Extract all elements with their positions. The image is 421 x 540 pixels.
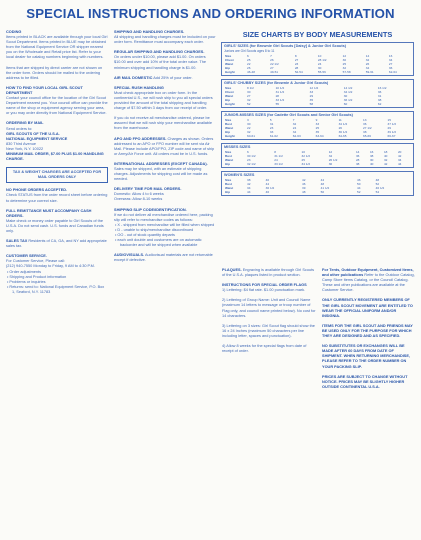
customer-service-heading: CUSTOMER SERVICE.: [6, 254, 47, 259]
delivery-section: [114, 187, 216, 202]
table-cell: 7: [292, 117, 295, 122]
table-cell: 10: [301, 149, 305, 154]
table-cell: 41 1/2: [320, 185, 330, 190]
plaques-body: Engraving is available through Girl Scouts of the U.S.A. plaques listed in product section.: [222, 268, 315, 278]
size-chart-section: [221, 111, 414, 140]
table-cell: Bust: [225, 154, 232, 158]
delivery-heading: DELIVERY TIME FOR MAIL ORDERS.: [114, 187, 182, 192]
table-row: [224, 162, 411, 166]
remittance-section: [6, 209, 108, 234]
table-cell: 42: [383, 162, 388, 167]
no-phone-section: [6, 188, 108, 203]
table-cell: 26: [365, 62, 370, 67]
table-cell: 3: [247, 117, 249, 122]
no-phone-heading: NO PHONE ORDERS ACCEPTED.: [6, 188, 68, 193]
table-cell: Hip: [225, 66, 230, 71]
size-table: [224, 178, 411, 194]
audiovisual-body: Audiovisual materials are not returnable except if defective.: [114, 253, 213, 263]
apo-body: Charges as shown. Orders addressed to an APO or FPO number will be sent via Air Mail. Please include APO/FPO, ZIP code and name of ship or Army/Air Force unit. All orders must be in U.S. funds.: [114, 136, 215, 156]
table-cell: 30: [343, 94, 348, 99]
size-chart-subheading: Juniors are Girl Scouts ages 8 to 11: [224, 48, 275, 53]
international-body: Sales may be shipped, with an estimate of shipping charges. Adjustments for shipping cost will be made as needed.: [114, 166, 208, 182]
table-cell: 44: [356, 185, 361, 190]
table-cell: 12: [328, 149, 333, 154]
table-cell: 16: [369, 149, 374, 154]
customer-service-section: [6, 254, 108, 295]
table-cell: Waist: [225, 185, 234, 190]
table-cell: 30: [317, 66, 322, 71]
table-cell: Height: [225, 70, 235, 75]
table-cell: 42: [397, 154, 402, 158]
table-cell: 50: [320, 190, 325, 195]
table-cell: 42: [247, 181, 251, 186]
column-policies: [322, 268, 415, 395]
table-cell: Chest: [225, 58, 234, 63]
table-cell: 62-64: [388, 70, 397, 75]
table-cell: 27: [294, 58, 299, 63]
table-cell: 64-65: [338, 134, 347, 139]
shipping-charges-section: [114, 30, 216, 45]
flags-heading: INSTRUCTIONS FOR SPECIAL ORDER FLAGS: [222, 283, 307, 288]
international-heading: INTERNATIONAL ADDRESSES (EXCEPT CANADA).: [114, 161, 208, 166]
table-cell: Waist: [225, 126, 234, 131]
size-chart-section: [221, 143, 414, 168]
tax-weight-box: TAX & WEIGHT CHARGES ARE ACCEPTED FOR MAIL ORDERS ONLY: [6, 167, 108, 183]
table-cell: 39: [301, 185, 306, 190]
table-cell: Height: [225, 102, 235, 107]
custom-items-heading: For Tents, Outdoor Equipment, Customized Items, and other publications: [322, 268, 414, 278]
table-cell: 60-61: [247, 134, 255, 139]
international-section: [114, 162, 216, 182]
table-cell: Size: [225, 117, 232, 122]
table-cell: 36 1/2: [338, 130, 348, 135]
size-chart-sections: [221, 42, 414, 196]
table-cell: 30: [342, 58, 347, 63]
table-cell: 32: [292, 122, 297, 127]
table-cell: 23: [269, 126, 274, 131]
table-cell: 28: [275, 94, 280, 99]
table-row: [224, 102, 411, 106]
table-cell: 26: [338, 126, 343, 131]
table-cell: Bust: [225, 181, 232, 186]
table-cell: 33: [309, 90, 314, 95]
address-line: NATIONAL EQUIPMENT SERVICE: [6, 136, 68, 141]
table-cell: 27: [270, 66, 274, 71]
table-cell: 16: [388, 54, 393, 58]
table-cell: Size: [225, 149, 232, 154]
plaques-section: [222, 268, 317, 278]
table-cell: 12: [342, 54, 347, 58]
table-cell: 33 1/2: [275, 98, 285, 103]
table-cell: 34: [328, 154, 333, 158]
table-cell: 12 1/2: [309, 85, 319, 90]
table-cell: 60: [343, 102, 348, 107]
table-cell: 33 1/2: [274, 162, 283, 167]
list-item: • OO - out of stock quantity departs: [115, 233, 175, 237]
apo-heading: APO AND FPO ADDRESSES.: [114, 136, 167, 141]
table-cell: 22: [247, 62, 251, 67]
local-department-heading: HOW TO FIND YOUR LOCAL GIRL SCOUT DEPARTMENT: [6, 85, 83, 95]
size-charts-title: SIZE CHARTS BY BODY MEASUREMENTS: [242, 30, 393, 39]
table-cell: 36 1/2: [343, 98, 353, 103]
shipping-charges-heading: SHIPPING AND HANDLING CHARGES.: [114, 30, 185, 34]
size-table: [224, 86, 411, 106]
table-cell: 46: [356, 177, 361, 182]
minimum-order-note: MINIMUM MAIL ORDER, $7.00 PLUS $1.00 HANDLING CHARGE.: [6, 151, 104, 162]
regular-shipping-body: On orders under $10.00, please add $1.00. On orders $10.00 and over add 10% of the total order value. The minimum shipping and handling charge is $1.00.: [114, 55, 207, 70]
table-cell: 5: [269, 117, 272, 122]
table-cell: 32 1/2: [301, 154, 311, 158]
remittance-heading: FULL REMITTANCE MUST ACCOMPANY CASH ORDERS.: [6, 208, 92, 218]
table-cell: 38: [377, 98, 382, 103]
table-cell: 31 1/2: [274, 154, 283, 158]
mail-order-section: [6, 121, 108, 162]
table-cell: 24: [292, 126, 297, 131]
table-cell: 32: [342, 66, 347, 71]
remittance-body: Make check or money order payable to Girl Scouts of the U.S.A. Do not send cash. U.S. funds and Canadian funds only.: [6, 218, 104, 233]
column-shipping-info: [114, 30, 216, 268]
table-cell: 49-51: [270, 70, 279, 75]
table-cell: 52: [375, 181, 380, 186]
column-plaques-flags: [222, 268, 317, 359]
table-cell: Hip: [225, 190, 230, 195]
table-cell: Size: [225, 85, 232, 90]
table-cell: 6: [247, 54, 249, 58]
table-cell: 18: [383, 149, 388, 154]
table-cell: 35: [315, 130, 320, 135]
table-cell: 32: [365, 58, 370, 63]
policy-note: NO SUBSTITUTES OR EXCHANGES WILL BE MADE AFTER 60 DAYS FROM DATE OF SHIPMENT. WHEN RETURNING MERCHANDISE, PLEASE REFER TO THE ORDER NUMBER ON YOUR PACKING SLIP.: [322, 344, 410, 369]
table-cell: 31: [269, 122, 274, 127]
policy-note: PRICES ARE SUBJECT TO CHANGE WITHOUT NOTICE. PRICES MAY BE SLIGHTLY HIGHER OUTSIDE CONTINENTAL U.S.A.: [322, 374, 408, 389]
sales-tax-section: [6, 239, 108, 249]
size-table: [224, 118, 411, 138]
table-cell: 22 1/2: [270, 62, 279, 67]
table-cell: Size: [225, 54, 232, 58]
table-cell: 36: [377, 90, 382, 95]
custom-items-body: Refer to the Outdoor Catalog, Camp Store Items Catalog, or the Council Catalog. These and other publications are available at the Customer Service.: [322, 273, 415, 293]
list-item: 4) Allow 8 weeks for the special flags from date of receipt of order.: [222, 344, 307, 354]
table-cell: 40: [265, 177, 270, 182]
table-cell: Hip: [225, 98, 230, 103]
table-cell: 34: [365, 66, 370, 71]
table-cell: 32: [383, 158, 388, 163]
size-chart-section: [221, 171, 414, 196]
table-cell: 11: [338, 117, 342, 122]
address-line: 830 Third Avenue: [6, 141, 36, 146]
list-item: 3) Lettering on 3 sizes: Girl Scout flag should show the 16 x 24 Inches (maximum 50 characters per line including letter, spaces and punctuation).: [222, 323, 315, 338]
table-cell: 25: [247, 58, 251, 63]
table-cell: 28 1/2: [317, 58, 327, 63]
address-line: New York, N.Y. 10022: [6, 146, 44, 151]
table-cell: 13: [363, 117, 367, 122]
table-cell: Waist: [225, 158, 234, 163]
table-cell: 36 1/2: [265, 185, 275, 190]
customer-service-body: For Customer Service, Please call:: [6, 259, 66, 264]
table-cell: 50: [356, 181, 361, 186]
table-cell: 29: [309, 94, 314, 99]
table-cell: 33: [315, 122, 320, 127]
address-line: GIRL SCOUTS OF THE U.S.A.: [6, 131, 60, 136]
table-cell: Size: [225, 177, 232, 182]
custom-items-section: [322, 268, 415, 293]
table-cell: 59-61: [365, 70, 374, 75]
table-cell: 27 1/2: [363, 126, 372, 131]
audiovisual-heading: AUDIOVISUALS.: [114, 253, 145, 258]
regular-shipping-heading: REGULAR SHIPPING AND HANDLING CHARGES.: [114, 50, 205, 55]
list-item: • Shipping and Product information: [7, 274, 67, 279]
table-cell: 48: [375, 177, 380, 182]
table-cell: 31 1/2: [275, 90, 285, 95]
table-cell: Bust: [225, 122, 232, 127]
rush-handling-body: Must check appropriate box on order form. In the continental U.S., we will rush ship to you all special orders provided the amount of the total shipping and handling charge of $7.50 within 3 days from our receipt of order.: [114, 90, 213, 111]
table-cell: 30: [247, 122, 251, 127]
table-cell: 10 1/2: [275, 85, 285, 90]
rush-note: If you do not receive all merchandise ordered, please be assured that we will rush ship your merchandise available from the warehouse.: [114, 116, 213, 131]
table-cell: 8 1/2: [247, 85, 254, 90]
table-cell: 34 1/2: [301, 162, 311, 167]
table-cell: 44: [320, 177, 325, 182]
table-cell: Waist: [225, 94, 234, 99]
regular-shipping-section: [114, 50, 216, 70]
shipping-code-heading: SHIPPING SLIP CODE/IDENTIFICATION.: [114, 207, 187, 212]
coding-heading: CODING: [6, 30, 22, 34]
table-cell: 62: [377, 102, 382, 107]
table-cell: 38: [355, 162, 360, 167]
table-row: [224, 86, 411, 90]
list-item: • Problems or inquiries: [7, 279, 46, 284]
table-cell: 26: [270, 58, 274, 63]
table-cell: 20: [397, 149, 402, 154]
table-cell: 38: [369, 154, 374, 158]
apo-section: [114, 137, 216, 157]
table-cell: 36: [363, 122, 367, 127]
table-cell: 42: [301, 177, 306, 182]
table-cell: 36: [328, 162, 333, 167]
table-cell: 30: [247, 90, 251, 95]
table-cell: 7: [270, 54, 272, 58]
table-cell: 14: [355, 149, 360, 154]
table-cell: 30: [369, 158, 374, 163]
table-cell: 39 1/2: [387, 130, 397, 135]
table-cell: 32: [247, 98, 251, 103]
table-cell: 57-58: [342, 70, 351, 75]
table-cell: 34: [397, 158, 402, 163]
table-cell: 46 1/2: [375, 185, 385, 190]
table-cell: 25: [342, 62, 347, 67]
table-cell: 55: [275, 102, 280, 107]
table-cell: 40: [369, 162, 374, 167]
table-cell: 44: [265, 181, 270, 186]
table-row: [224, 70, 411, 74]
table-cell: 52-54: [294, 70, 303, 75]
list-item: • D - unable to ship/merchandise discontinued: [115, 227, 194, 232]
table-cell: 46-48: [247, 70, 255, 75]
size-chart-section: [221, 42, 414, 76]
table-cell: 46: [301, 181, 306, 186]
table-cell: 34: [247, 185, 251, 190]
mail-order-heading: ORDERING BY MAIL: [6, 121, 44, 126]
size-table: [224, 54, 411, 74]
table-cell: 48: [301, 190, 306, 195]
table-cell: 24: [317, 62, 322, 67]
table-cell: 27: [388, 62, 393, 67]
table-cell: 38: [247, 177, 251, 182]
table-cell: 58: [309, 102, 314, 107]
table-cell: 16 1/2: [377, 85, 387, 90]
column-ordering-info: [6, 30, 108, 300]
table-cell: 48: [320, 181, 325, 186]
table-cell: 25: [301, 158, 305, 163]
size-chart-section: [221, 79, 414, 108]
list-item: Domestic: Allow 4 to 6 weeks: [114, 192, 164, 197]
size-chart-heading: GIRLS' SIZES (for Brownie Girl Scouts [Daisy] & Junior Girl Scouts): [224, 44, 346, 48]
table-cell: 30 1/2: [247, 154, 256, 158]
table-cell: 55-56: [317, 70, 326, 75]
local-department-body: Contact your council office for the location of the Girl Scout Department nearest you. Your council office can provide the name of the shop or equipment agency serving your area, or you may order directly from National Equipment Service.: [6, 96, 108, 116]
table-cell: 29: [387, 126, 391, 131]
size-chart-heading: JUNIOR-MISSES SIZES (for Cadette Girl Scouts and Senior Girl Scouts): [224, 113, 353, 118]
list-item: Overseas: Allow 8-10 weeks: [114, 197, 163, 202]
table-cell: 32 1/2: [247, 162, 256, 167]
table-cell: 33: [269, 130, 274, 135]
list-item: • X - shipped from merchandise will be filled when shipped: [115, 222, 215, 227]
table-cell: 44: [247, 190, 251, 195]
page-title: SPECIAL INSTRUCTIONS AND ORDERING INFORMATION: [26, 6, 395, 21]
table-cell: 54: [375, 190, 380, 195]
table-cell: 8: [294, 54, 297, 58]
table-cell: 27: [247, 94, 251, 99]
table-cell: 34: [292, 130, 297, 135]
table-cell: Waist: [225, 62, 234, 67]
size-charts: [221, 30, 414, 260]
policy-note: ONLY CURRENTLY REGISTERED MEMBERS OF THE GIRL SCOUT MOVEMENT ARE ENTITLED TO WEAR THE OFFICIAL UNIFORM AND/OR INSIGNIA.: [322, 298, 413, 318]
table-cell: 37 1/2: [387, 122, 397, 127]
table-cell: 28: [294, 66, 299, 71]
table-cell: 65-66: [363, 134, 371, 139]
table-cell: 46: [265, 190, 270, 195]
list-item: • each unit double and customers are on automatic backorder and will be shipped when available: [115, 238, 202, 248]
table-cell: 25: [315, 126, 320, 131]
shipping-code-section: [114, 208, 216, 249]
table-cell: 36: [388, 66, 393, 71]
table-cell: 31: [377, 94, 382, 99]
table-cell: Hip: [225, 162, 230, 167]
air-mail-body: Add 25% of your order.: [153, 75, 193, 80]
local-department-section: [6, 86, 108, 117]
size-chart-heading: MISSES SIZES: [224, 145, 251, 150]
size-table: [224, 150, 411, 166]
table-cell: 10: [317, 54, 322, 58]
table-cell: Height: [225, 134, 235, 139]
table-cell: 26: [247, 66, 251, 71]
shipping-charges-body: All shipping and handling charges must be included on your order form. Remittance must accompany each order.: [114, 35, 216, 45]
table-cell: 26 1/2: [328, 158, 338, 163]
coding-body: Items printed in BLACK are available through your local Girl Scout Department. Items printed in BLUE may be obtained from the National Equipment Service OR shipper nearest you on the Wholesale and Retail price list. Refer to your local dealer for catalog numbers beginning with numbers.: [6, 35, 108, 60]
table-cell: 34: [388, 58, 393, 63]
flags-section: [222, 283, 317, 354]
shipping-code-body: If we do not deliver all merchandise ordered here, packing slip will refer to merchandise codes as follows:: [114, 212, 213, 222]
table-cell: 28: [355, 158, 360, 163]
list-item: • Order adjustments: [7, 269, 42, 274]
customer-service-phone: (212) 940-7550 Monday to Friday, 9 AM to 4:30 P.M.: [6, 264, 95, 269]
table-cell: 63-64: [315, 134, 324, 139]
list-item: • Returns: send to: National Equipment Service, P.O. Box 1, Seaford, N.Y. 11783: [7, 284, 105, 294]
plaques-heading: PLAQUES.: [222, 268, 242, 272]
coding-section: [6, 30, 108, 61]
table-cell: 62-63: [292, 134, 301, 139]
table-cell: 9: [315, 117, 318, 122]
rush-handling-section: [114, 86, 216, 111]
list-item: 1) Lettering: $4 flat rate. $1.00 punctuation mark.: [222, 288, 306, 293]
table-row: [224, 134, 411, 138]
table-cell: 15: [387, 117, 391, 122]
shipping-note: Items that are shipped by direct carrier are not shown on the order form. Orders should be mailed to the ordering address to be filled.: [6, 65, 103, 80]
table-cell: 23: [247, 158, 251, 163]
table-cell: 24: [274, 158, 278, 163]
table-cell: 8: [274, 149, 276, 154]
table-cell: 61-62: [269, 134, 278, 139]
table-cell: Chest: [225, 90, 234, 95]
table-cell: 34 1/2: [338, 122, 348, 127]
table-cell: 44: [397, 162, 402, 167]
table-cell: 52: [356, 190, 361, 195]
sales-tax-heading: SALES TAX: [6, 239, 28, 244]
size-chart-heading: WOMEN'S SIZES: [224, 173, 255, 178]
sales-tax-body: Residents of CA, GA, and NY add appropriate sales tax.: [6, 239, 107, 249]
table-cell: 14 1/2: [343, 85, 353, 90]
table-cell: 34 1/2: [343, 90, 353, 95]
table-cell: 35: [309, 98, 314, 103]
table-cell: 22: [247, 126, 251, 131]
table-cell: 66-67: [387, 134, 396, 139]
table-cell: 23: [294, 62, 299, 67]
no-phone-body: Check STATUS from the order record sheet before ordering to determine your correct size.: [6, 193, 108, 203]
table-cell: 40: [383, 154, 388, 158]
audiovisual-section: [114, 253, 216, 263]
table-cell: 52: [247, 102, 251, 107]
rush-handling-heading: SPECIAL RUSH HANDLING: [114, 85, 164, 90]
air-mail-section: [114, 76, 216, 81]
table-cell: 36: [355, 154, 360, 158]
size-chart-heading: GIRLS' CHUBBY SIZES (for Brownie & Junior Girl Scouts): [224, 81, 329, 86]
table-row: [224, 190, 411, 194]
table-cell: 14: [365, 54, 370, 58]
table-cell: 38: [363, 130, 367, 135]
mail-order-body: Send orders to:: [6, 126, 33, 131]
table-cell: Hip: [225, 130, 230, 135]
table-cell: 6: [247, 149, 249, 154]
policy-note: ITEMS FOR THE GIRL SCOUT AND FRIENDS MAY BE USED ONLY FOR THE PURPOSE FOR WHICH THEY ARE DESIGNED AND AS SPECIFIED.: [322, 323, 413, 339]
air-mail-heading: AIR MAIL DOMESTIC: [114, 75, 153, 80]
list-item: 2) Lettering of Group Name: Unit and Council Name (maximum 14 letters to message or troop number of Flag only, and council name printed below). No cost for 14 characters.: [222, 298, 316, 318]
table-cell: 32: [247, 130, 251, 135]
